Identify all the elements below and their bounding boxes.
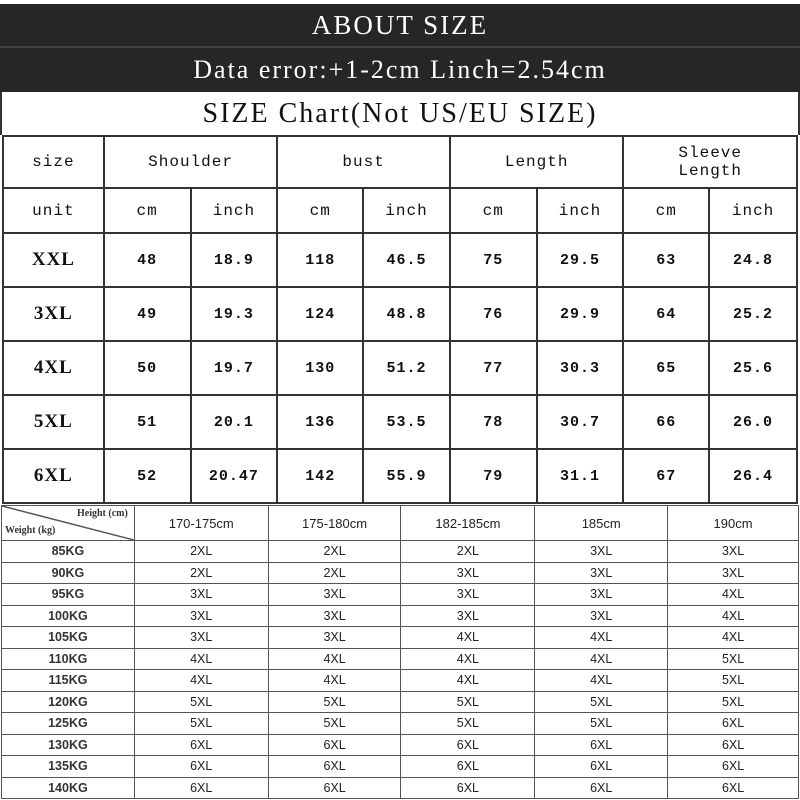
sleeve-header-line2: Length: [678, 162, 742, 180]
measurement-cell: 31.1: [537, 449, 624, 503]
measurement-cell: 18.9: [191, 233, 278, 287]
measurement-cell: 26.0: [709, 395, 797, 449]
recommended-size-cell: 6XL: [535, 734, 668, 756]
unit-cell: inch: [191, 188, 278, 233]
measurement-cell: 30.3: [537, 341, 624, 395]
recommended-size-cell: 6XL: [134, 777, 268, 799]
recommended-size-cell: 3XL: [268, 584, 401, 606]
size-label: 5XL: [3, 395, 104, 449]
recommended-size-cell: 6XL: [268, 756, 401, 778]
weight-label: 95KG: [2, 584, 135, 606]
recommended-size-cell: 3XL: [535, 605, 668, 627]
table-row: [2, 541, 799, 563]
height-header: 190cm: [668, 506, 799, 541]
recommended-size-cell: 6XL: [668, 756, 799, 778]
table-row: [3, 341, 797, 395]
unit-cell: inch: [363, 188, 450, 233]
measurement-cell: 46.5: [363, 233, 450, 287]
length-header: Length: [450, 136, 624, 188]
recommended-size-cell: 5XL: [668, 691, 799, 713]
size-table-unit-row: [3, 188, 797, 233]
measurement-cell: 48.8: [363, 287, 450, 341]
recommended-size-cell: 3XL: [668, 541, 799, 563]
recommended-size-cell: 4XL: [134, 648, 268, 670]
recommended-size-cell: 6XL: [535, 777, 668, 799]
recommended-size-cell: 4XL: [134, 670, 268, 692]
unit-label: unit: [3, 188, 104, 233]
measurement-cell: 77: [450, 341, 537, 395]
measurement-cell: 49: [104, 287, 191, 341]
weight-label: 100KG: [2, 605, 135, 627]
measurement-cell: 124: [277, 287, 363, 341]
recommended-size-cell: 4XL: [268, 648, 401, 670]
measurement-cell: 51: [104, 395, 191, 449]
height-weight-fit-table: [1, 505, 799, 799]
recommended-size-cell: 2XL: [134, 541, 268, 563]
recommended-size-cell: 4XL: [535, 648, 668, 670]
recommended-size-cell: 3XL: [535, 562, 668, 584]
size-measurement-table: [2, 135, 798, 504]
measurement-cell: 130: [277, 341, 363, 395]
size-label: 4XL: [3, 341, 104, 395]
measurement-cell: 79: [450, 449, 537, 503]
recommended-size-cell: 4XL: [668, 627, 799, 649]
size-column-header: size: [3, 136, 104, 188]
table-row: [3, 233, 797, 287]
unit-cell: inch: [709, 188, 797, 233]
unit-cell: cm: [623, 188, 709, 233]
recommended-size-cell: 5XL: [268, 691, 401, 713]
recommended-size-cell: 6XL: [134, 756, 268, 778]
table-row: [3, 395, 797, 449]
measurement-cell: 51.2: [363, 341, 450, 395]
recommended-size-cell: 3XL: [134, 605, 268, 627]
measurement-cell: 19.3: [191, 287, 278, 341]
measurement-cell: 29.5: [537, 233, 624, 287]
size-label: 6XL: [3, 449, 104, 503]
weight-label: 120KG: [2, 691, 135, 713]
size-label: 3XL: [3, 287, 104, 341]
size-chart-title: SIZE Chart(Not US/EU SIZE): [202, 97, 598, 129]
recommended-size-cell: 3XL: [401, 605, 535, 627]
measurement-cell: 20.47: [191, 449, 278, 503]
recommended-size-cell: 3XL: [401, 584, 535, 606]
weight-label: 135KG: [2, 756, 135, 778]
recommended-size-cell: 6XL: [401, 777, 535, 799]
fit-table-header: [2, 506, 799, 541]
sleeve-header-line1: Sleeve: [678, 144, 742, 162]
measurement-cell: 24.8: [709, 233, 797, 287]
measurement-cell: 25.6: [709, 341, 797, 395]
measurement-cell: 142: [277, 449, 363, 503]
weight-axis-label: Weight (kg): [5, 525, 56, 536]
unit-cell: cm: [450, 188, 537, 233]
size-chart-title-band: [0, 92, 800, 135]
recommended-size-cell: 5XL: [268, 713, 401, 735]
height-header: 170-175cm: [134, 506, 268, 541]
weight-label: 110KG: [2, 648, 135, 670]
recommended-size-cell: 6XL: [668, 713, 799, 735]
recommended-size-cell: 2XL: [268, 562, 401, 584]
measurement-cell: 75: [450, 233, 537, 287]
recommended-size-cell: 4XL: [535, 670, 668, 692]
recommended-size-cell: 5XL: [535, 713, 668, 735]
size-table-group-header: [3, 136, 797, 188]
recommended-size-cell: 6XL: [535, 756, 668, 778]
measurement-cell: 30.7: [537, 395, 624, 449]
measurement-cell: 63: [623, 233, 709, 287]
recommended-size-cell: 6XL: [268, 777, 401, 799]
data-error-note-band: [0, 46, 800, 92]
height-header: 185cm: [535, 506, 668, 541]
recommended-size-cell: 6XL: [401, 756, 535, 778]
recommended-size-cell: 6XL: [668, 777, 799, 799]
measurement-cell: 55.9: [363, 449, 450, 503]
measurement-cell: 53.5: [363, 395, 450, 449]
measurement-cell: 76: [450, 287, 537, 341]
weight-label: 90KG: [2, 562, 135, 584]
weight-label: 105KG: [2, 627, 135, 649]
table-row: [2, 670, 799, 692]
height-axis-label: Height (cm): [77, 508, 128, 519]
measurement-cell: 29.9: [537, 287, 624, 341]
measurement-cell: 66: [623, 395, 709, 449]
recommended-size-cell: 3XL: [668, 562, 799, 584]
recommended-size-cell: 5XL: [535, 691, 668, 713]
table-row: [2, 691, 799, 713]
measurement-cell: 52: [104, 449, 191, 503]
table-row: [2, 605, 799, 627]
recommended-size-cell: 3XL: [268, 605, 401, 627]
measurement-cell: 78: [450, 395, 537, 449]
recommended-size-cell: 4XL: [535, 627, 668, 649]
recommended-size-cell: 4XL: [401, 648, 535, 670]
recommended-size-cell: 5XL: [134, 713, 268, 735]
measurement-cell: 136: [277, 395, 363, 449]
recommended-size-cell: 2XL: [134, 562, 268, 584]
table-row: [3, 449, 797, 503]
recommended-size-cell: 6XL: [401, 734, 535, 756]
recommended-size-cell: 3XL: [268, 627, 401, 649]
recommended-size-cell: 6XL: [668, 734, 799, 756]
table-row: [3, 287, 797, 341]
unit-cell: cm: [277, 188, 363, 233]
recommended-size-cell: 6XL: [134, 734, 268, 756]
measurement-cell: 48: [104, 233, 191, 287]
recommended-size-cell: 4XL: [668, 584, 799, 606]
recommended-size-cell: 4XL: [401, 670, 535, 692]
recommended-size-cell: 5XL: [668, 670, 799, 692]
table-row: [2, 562, 799, 584]
table-row: [2, 584, 799, 606]
table-row: [2, 648, 799, 670]
measurement-cell: 65: [623, 341, 709, 395]
recommended-size-cell: 2XL: [401, 541, 535, 563]
recommended-size-cell: 2XL: [268, 541, 401, 563]
table-row: [2, 756, 799, 778]
weight-label: 125KG: [2, 713, 135, 735]
about-size-header: [0, 0, 800, 46]
sleeve-length-header: [623, 136, 797, 188]
weight-label: 130KG: [2, 734, 135, 756]
recommended-size-cell: 4XL: [268, 670, 401, 692]
height-weight-corner: [2, 506, 135, 541]
weight-label: 85KG: [2, 541, 135, 563]
recommended-size-cell: 3XL: [134, 584, 268, 606]
measurement-cell: 50: [104, 341, 191, 395]
data-error-note: Data error:+1-2cm Linch=2.54cm: [193, 55, 607, 84]
size-label: XXL: [3, 233, 104, 287]
measurement-cell: 19.7: [191, 341, 278, 395]
weight-label: 140KG: [2, 777, 135, 799]
recommended-size-cell: 5XL: [401, 713, 535, 735]
unit-cell: inch: [537, 188, 624, 233]
about-size-title: ABOUT SIZE: [311, 9, 489, 40]
measurement-cell: 20.1: [191, 395, 278, 449]
recommended-size-cell: 5XL: [401, 691, 535, 713]
recommended-size-cell: 3XL: [535, 541, 668, 563]
table-row: [2, 734, 799, 756]
recommended-size-cell: 4XL: [401, 627, 535, 649]
measurement-cell: 67: [623, 449, 709, 503]
recommended-size-cell: 5XL: [668, 648, 799, 670]
measurement-cell: 25.2: [709, 287, 797, 341]
recommended-size-cell: 6XL: [268, 734, 401, 756]
height-header: 175-180cm: [268, 506, 401, 541]
measurement-cell: 64: [623, 287, 709, 341]
unit-cell: cm: [104, 188, 191, 233]
table-row: [2, 713, 799, 735]
recommended-size-cell: 5XL: [134, 691, 268, 713]
measurement-cell: 26.4: [709, 449, 797, 503]
recommended-size-cell: 3XL: [401, 562, 535, 584]
recommended-size-cell: 4XL: [668, 605, 799, 627]
measurement-cell: 118: [277, 233, 363, 287]
weight-label: 115KG: [2, 670, 135, 692]
height-header: 182-185cm: [401, 506, 535, 541]
bust-header: bust: [277, 136, 450, 188]
recommended-size-cell: 3XL: [134, 627, 268, 649]
table-row: [2, 777, 799, 799]
shoulder-header: Shoulder: [104, 136, 278, 188]
recommended-size-cell: 3XL: [535, 584, 668, 606]
table-row: [2, 627, 799, 649]
